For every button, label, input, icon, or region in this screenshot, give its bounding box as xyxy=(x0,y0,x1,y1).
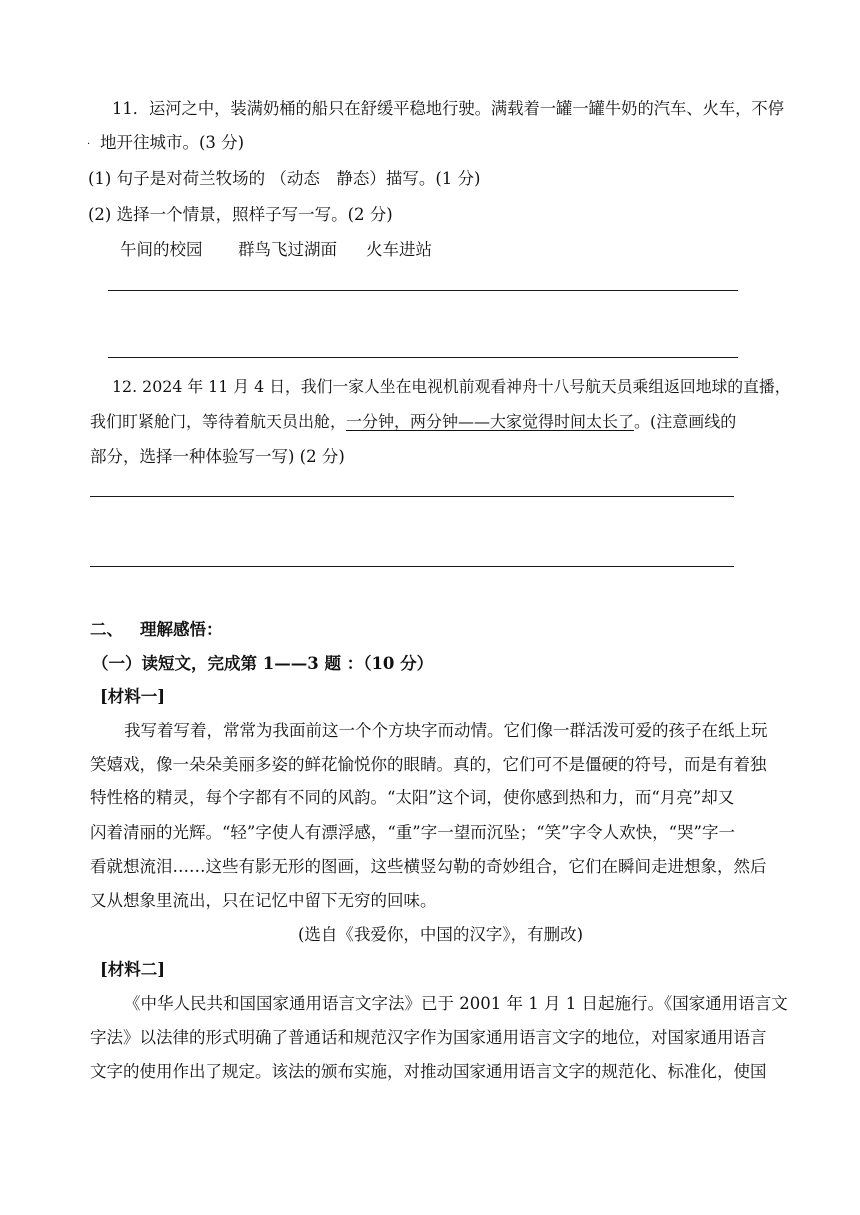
material-2-line: 文字的使用作出了规定。该法的颁布实施，对推动国家通用语言文字的规范化、标准化，使国 xyxy=(90,1062,767,1081)
q11-option-3: 火车进站 xyxy=(366,240,432,259)
q11-sub-question-2: (2) 选择一个情景，照样子写一写。(2 分) xyxy=(88,205,393,224)
material-1-line: 看就想流泪……这些有影无形的图画，这些横竖勾勒的奇妙组合，它们在瞬间走进想象，然后 xyxy=(90,857,767,876)
material-2-label: [材料二] xyxy=(100,960,166,979)
q12-line-2 xyxy=(90,411,736,433)
material-1-line: 又从想象里流出，只在记忆中留下无穷的回味。 xyxy=(90,891,437,910)
q12-underlined-phrase: 一分钟，两分钟——大家觉得时间太长了 xyxy=(346,412,635,431)
margin-dot: · xyxy=(87,139,91,150)
section-2-number: 二、 xyxy=(90,620,123,639)
part-1-heading: （一）读短文，完成第 1——3 题 ：（10 分） xyxy=(92,654,434,673)
q12-line-2-text: 我们盯紧舱门，等待着航天员出舱， xyxy=(90,412,347,431)
material-1-line: 特性格的精灵，每个字都有不同的风韵。“太阳”这个词，使你感到热和力，而“月亮”却又 xyxy=(90,788,735,807)
material-1-line: 闪着清丽的光辉。“轻”字使人有漂浮感，“重”字一望而沉坠；“笑”字令人欢快，“哭”字一 xyxy=(90,823,735,842)
answer-line xyxy=(108,290,738,291)
material-2-line: 字法》以法律的形式明确了普通话和规范汉字作为国家通用语言文字的地位，对国家通用语言 xyxy=(90,1028,767,1047)
q12-line-3: 部分，选择一种体验写一写) (2 分) xyxy=(90,447,345,466)
material-1-source: (选自《我爱你，中国的汉字》，有删改) xyxy=(298,925,584,944)
q11-line-2: 地开往城市。(3 分) xyxy=(100,133,245,152)
answer-line xyxy=(90,566,734,567)
q12-line-2-tail: 。(注意画线的 xyxy=(634,412,737,431)
q11-sub-question-1: (1) 句子是对荷兰牧场的 （动态 静态）描写。(1 分) xyxy=(88,169,481,188)
q11-line-1: 11．运河之中，装满奶桶的船只在舒缓平稳地行驶。满载着一罐一罐牛奶的汽车、火车，不停 xyxy=(112,99,784,118)
q12-line-1: 12. 2024 年 11 月 4 日，我们一家人坐在电视机前观看神舟十八号航天员乘组返回地球的直播， xyxy=(112,377,791,396)
material-1-label: [材料一] xyxy=(100,687,166,706)
q11-option-2: 群鸟飞过湖面 xyxy=(238,240,337,259)
answer-line xyxy=(90,496,734,497)
q11-option-1: 午间的校园 xyxy=(120,240,203,259)
material-2-line: 《中华人民共和国国家通用语言文字法》已于 2001 年 1 月 1 日起施行。《国家通用语言文 xyxy=(124,994,788,1013)
material-1-line: 笑嬉戏，像一朵朵美丽多姿的鲜花愉悦你的眼睛。真的，它们可不是僵硬的符号，而是有着独 xyxy=(90,755,767,774)
answer-line xyxy=(108,357,738,358)
section-2-title: 理解感悟： xyxy=(140,620,223,639)
material-1-line: 我写着写着，常常为我面前这一个个方块字而动情。它们像一群活泼可爱的孩子在纸上玩 xyxy=(124,721,768,740)
